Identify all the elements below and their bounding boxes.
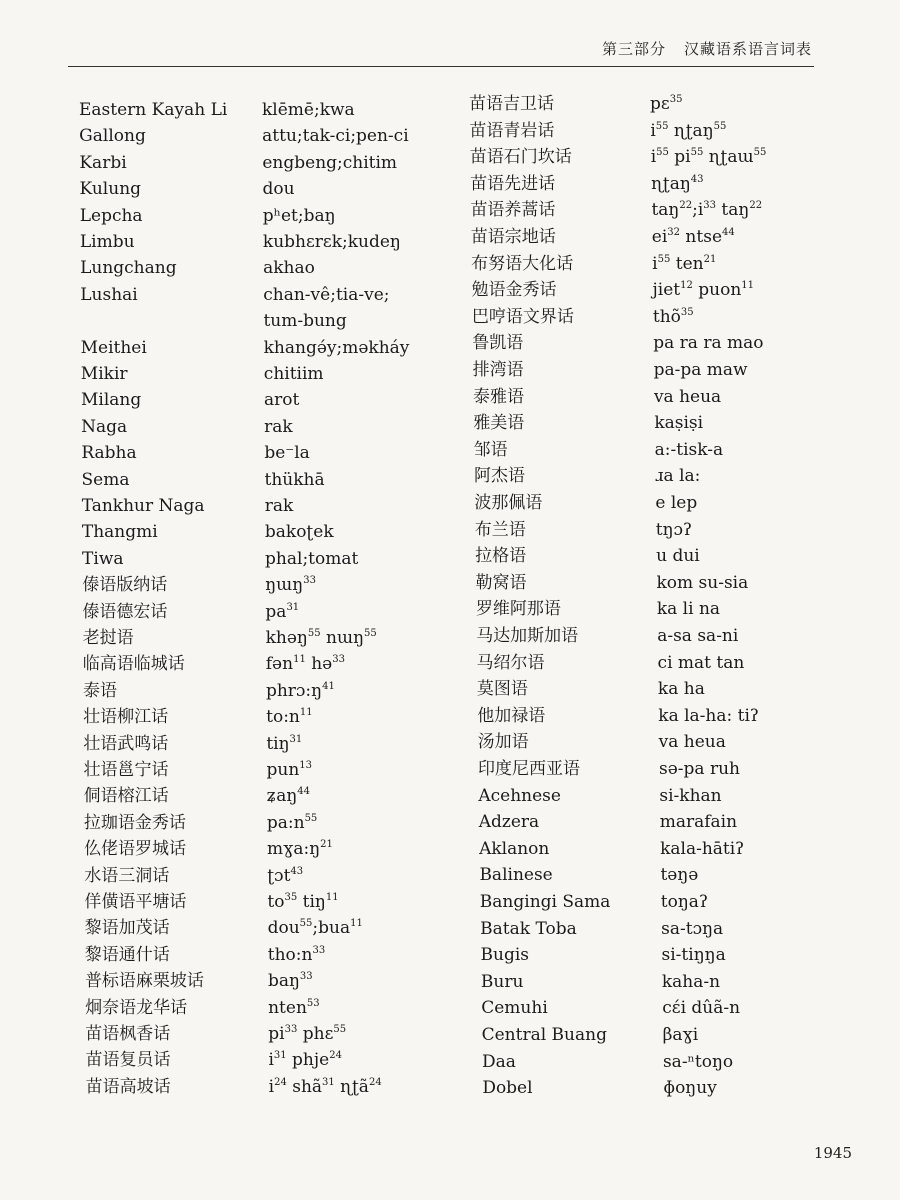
word-form: ɳʈaŋ$^{43}$ [651, 173, 704, 194]
word-form: ŋɯŋ$^{33}$ [265, 575, 316, 596]
word-form: $i^{55}$ $pi^{55}$ ɳʈaɯ$^{55}$ [650, 147, 767, 168]
word-form: nten$^{53}$ [268, 997, 320, 1018]
language-name: Milang [80, 390, 142, 411]
word-form: a:-tisk-a [654, 439, 724, 460]
language-name: Thangmi [81, 522, 158, 543]
word-form: sa-tɔŋa [661, 918, 724, 939]
word-form: $i^{31}$ phje$^{24}$ [268, 1050, 342, 1071]
word-form: pɛ$^{35}$ [650, 94, 683, 114]
language-name: 拉格语 [475, 546, 527, 567]
language-name: Bangingi Sama [479, 892, 611, 912]
word-form: rak [264, 496, 294, 516]
language-name: 壮语柳江话 [83, 707, 169, 728]
word-form: va heua [658, 732, 726, 753]
language-name: 苗语吉卫话 [469, 94, 554, 114]
word-form: dou [262, 179, 295, 200]
language-name: 水语三洞话 [84, 865, 170, 886]
word-form: marafain [659, 812, 738, 833]
language-name: 苗语青岩话 [469, 120, 555, 141]
word-form: $taŋ^{22};i^{33}$ taŋ$^{22}$ [651, 200, 763, 221]
language-name: Tiwa [82, 548, 124, 569]
word-form: e lep [655, 493, 698, 513]
language-name: 侗语榕江话 [83, 786, 169, 807]
language-name: 邹语 [473, 439, 508, 460]
word-form: $pa^{31}$ [265, 601, 300, 622]
language-name: 泰语 [82, 680, 117, 701]
word-form: u dui [656, 546, 700, 567]
word-form: kom su-sia [656, 572, 749, 593]
word-form: attu;tak-ci;pen-ci [262, 126, 409, 147]
word-form: ci mat tan [657, 652, 745, 673]
language-name: Karbi [79, 152, 127, 173]
word-form: təŋə [660, 865, 699, 886]
word-form: ka li na [656, 599, 721, 620]
language-name: Acehnese [478, 785, 561, 806]
word-form: $pa:n^{55}$ [266, 812, 318, 833]
language-name: 雅美语 [473, 413, 525, 434]
language-name: Naga [81, 416, 128, 437]
language-name: 傣语版纳话 [82, 575, 168, 596]
language-name: 波那佩语 [474, 493, 543, 513]
word-form: pun$^{13}$ [266, 760, 313, 780]
header-rule [68, 66, 814, 67]
language-name: 壮语邕宁话 [83, 760, 169, 780]
word-form: si-tiŋŋa [661, 945, 726, 966]
language-name: Cemuhi [481, 998, 548, 1019]
word-form: sa-ⁿtoŋo [662, 1051, 734, 1072]
language-name: 勒窝语 [475, 572, 527, 593]
language-name: 布兰语 [474, 519, 526, 540]
word-form: pʰet;baŋ [262, 205, 336, 226]
word-form: khəŋ$^{55}$ nɯŋ$^{55}$ [265, 628, 377, 648]
word-form: tum-bung [263, 311, 347, 332]
word-form: chan-vê;tia-ve; [263, 284, 390, 305]
language-name: Buru [480, 971, 524, 992]
word-form: kala-hātiʔ [660, 838, 745, 859]
language-name: Bugis [480, 945, 530, 966]
word-form: pa ra ra mao [653, 333, 764, 354]
language-name: 布努语大化话 [471, 253, 574, 274]
word-form: sə-pa ruh [659, 759, 740, 779]
word-form: kaṣiṣi [654, 413, 704, 434]
word-form: akhao [263, 258, 315, 279]
word-form: $i^{24}$ shã$^{31}$ ɳʈã$^{24}$ [268, 1076, 382, 1097]
language-name: 勉语金秀话 [471, 280, 557, 301]
language-name: Gallong [79, 126, 146, 147]
page-number: 1945 [813, 1144, 852, 1162]
language-name: Meithei [80, 337, 147, 358]
word-form: kaha-n [661, 971, 721, 992]
word-form: $pi^{33}$ phɛ$^{55}$ [268, 1024, 347, 1044]
language-name: 佯僙语平塘话 [84, 892, 187, 912]
language-name: 汤加语 [477, 732, 529, 753]
word-form: engbeng;chitim [262, 152, 398, 173]
word-form: thõ$^{35}$ [652, 306, 694, 327]
word-form: rak [264, 416, 293, 437]
language-name: Daa [481, 1051, 516, 1072]
word-form: be⁻la [264, 443, 310, 464]
language-name: Tankhur Naga [81, 496, 205, 516]
language-name: Adzera [478, 812, 540, 833]
language-name: 巴哼语文界话 [471, 306, 574, 327]
language-name: 阿杰语 [474, 466, 526, 487]
language-name: Dobel [482, 1078, 533, 1099]
word-form: $mɣa:ŋ^{21}$ [267, 839, 333, 860]
language-name: 苗语枫香话 [85, 1024, 171, 1044]
language-name: 傣语德宏话 [82, 601, 168, 622]
word-form: klēmē;kwa [262, 100, 355, 120]
word-form: $phrɔ:ŋ^{41}$ [265, 680, 335, 701]
language-name: Central Buang [481, 1025, 607, 1045]
language-name: Rabha [81, 443, 137, 464]
word-form: arot [263, 390, 300, 411]
word-form: phal;tomat [265, 548, 359, 569]
word-form: $i^{55}$ ɳʈaŋ$^{55}$ [650, 120, 727, 141]
word-form: bakoʈek [264, 522, 334, 543]
header-title: 汉藏语系语言词表 [683, 40, 812, 58]
word-form: fən$^{11}$ hə$^{33}$ [265, 654, 345, 675]
language-name: Limbu [79, 232, 135, 252]
word-form: ɹa la: [655, 466, 701, 487]
language-name: Lepcha [79, 205, 143, 226]
word-form: a-sa sa-ni [657, 626, 739, 646]
language-name: 黎语加茂话 [84, 918, 170, 939]
language-name: 苗语石门坎话 [469, 147, 572, 168]
language-name: Balinese [479, 865, 553, 886]
language-name: 苗语复员话 [85, 1050, 171, 1071]
word-form: dou$^{55}$;bua$^{11}$ [267, 918, 363, 939]
language-name: 苗语宗地话 [470, 227, 556, 247]
language-name: Batak Toba [480, 918, 577, 939]
language-name: 拉珈语金秀话 [83, 812, 186, 833]
language-name: Aklanon [479, 838, 550, 859]
language-name: 马达加斯加语 [476, 626, 579, 646]
word-form: va heua [653, 386, 722, 407]
word-form: ka la-ha: tiʔ [658, 705, 760, 726]
word-form: pa-pa maw [653, 360, 748, 380]
word-form: ʈɔt$^{43}$ [267, 865, 304, 886]
word-form: $to:n^{11}$ [266, 707, 313, 728]
language-name: 莫图语 [476, 679, 528, 700]
language-name: Kulung [79, 179, 142, 200]
language-name: 炯奈语龙华话 [85, 997, 188, 1018]
language-name: 临高语临城话 [82, 654, 185, 675]
word-form: ka ha [657, 679, 705, 700]
language-name: 黎语通什话 [84, 944, 170, 965]
language-name: 普标语麻栗坡话 [84, 971, 204, 992]
word-form: tiŋ$^{31}$ [266, 733, 303, 754]
word-form: cɛ́i dûã-n [662, 998, 741, 1019]
word-form: ʑaŋ$^{44}$ [266, 786, 311, 807]
word-form: baŋ$^{33}$ [267, 971, 313, 992]
language-name: 排湾语 [472, 360, 524, 380]
word-form: thükhā [264, 469, 325, 490]
language-name: 老挝语 [82, 628, 134, 648]
language-name: 壮语武鸣话 [83, 733, 169, 754]
word-form: khangə́y;məkháy [263, 337, 410, 358]
word-form: jiet$^{12}$ puon$^{11}$ [652, 280, 755, 301]
word-form: toŋaʔ [660, 892, 709, 912]
word-form: ɸoŋuy [663, 1078, 717, 1099]
word-form: $tho:n^{33}$ [267, 944, 326, 965]
language-name: 马绍尔语 [476, 652, 545, 673]
language-name: 苗语高坡话 [85, 1076, 171, 1097]
word-form: si-khan [659, 785, 722, 806]
language-name: Lungchang [80, 258, 177, 279]
word-form: βaɣi [662, 1025, 699, 1045]
language-name: 仫佬语罗城话 [84, 839, 187, 860]
word-form: chitiim [263, 364, 324, 384]
language-name: Mikir [80, 364, 128, 384]
language-name: 苗语养蒿话 [470, 200, 556, 221]
language-name: 鲁凯语 [472, 333, 524, 354]
language-name: Lushai [80, 284, 138, 305]
language-name: 泰雅语 [472, 386, 524, 407]
language-name: Sema [81, 469, 130, 490]
language-name: 罗维阿那语 [475, 599, 561, 620]
word-form: $to^{35}$ tiŋ$^{11}$ [267, 892, 339, 912]
word-form: $i^{55}$ ten$^{21}$ [652, 253, 717, 274]
language-name: Eastern Kayah Li [79, 100, 228, 120]
header-part: 第三部分 [601, 40, 666, 58]
language-name: 苗语先进话 [470, 173, 556, 194]
word-form: kubhɛrɛk;kudeŋ [262, 232, 401, 252]
running-header [602, 38, 812, 59]
word-form: $ei^{32}$ ntse$^{44}$ [651, 227, 735, 247]
language-name: 印度尼西亚语 [478, 759, 580, 779]
word-form: tŋɔʔ [655, 519, 693, 540]
language-name: 他加禄语 [477, 705, 546, 726]
